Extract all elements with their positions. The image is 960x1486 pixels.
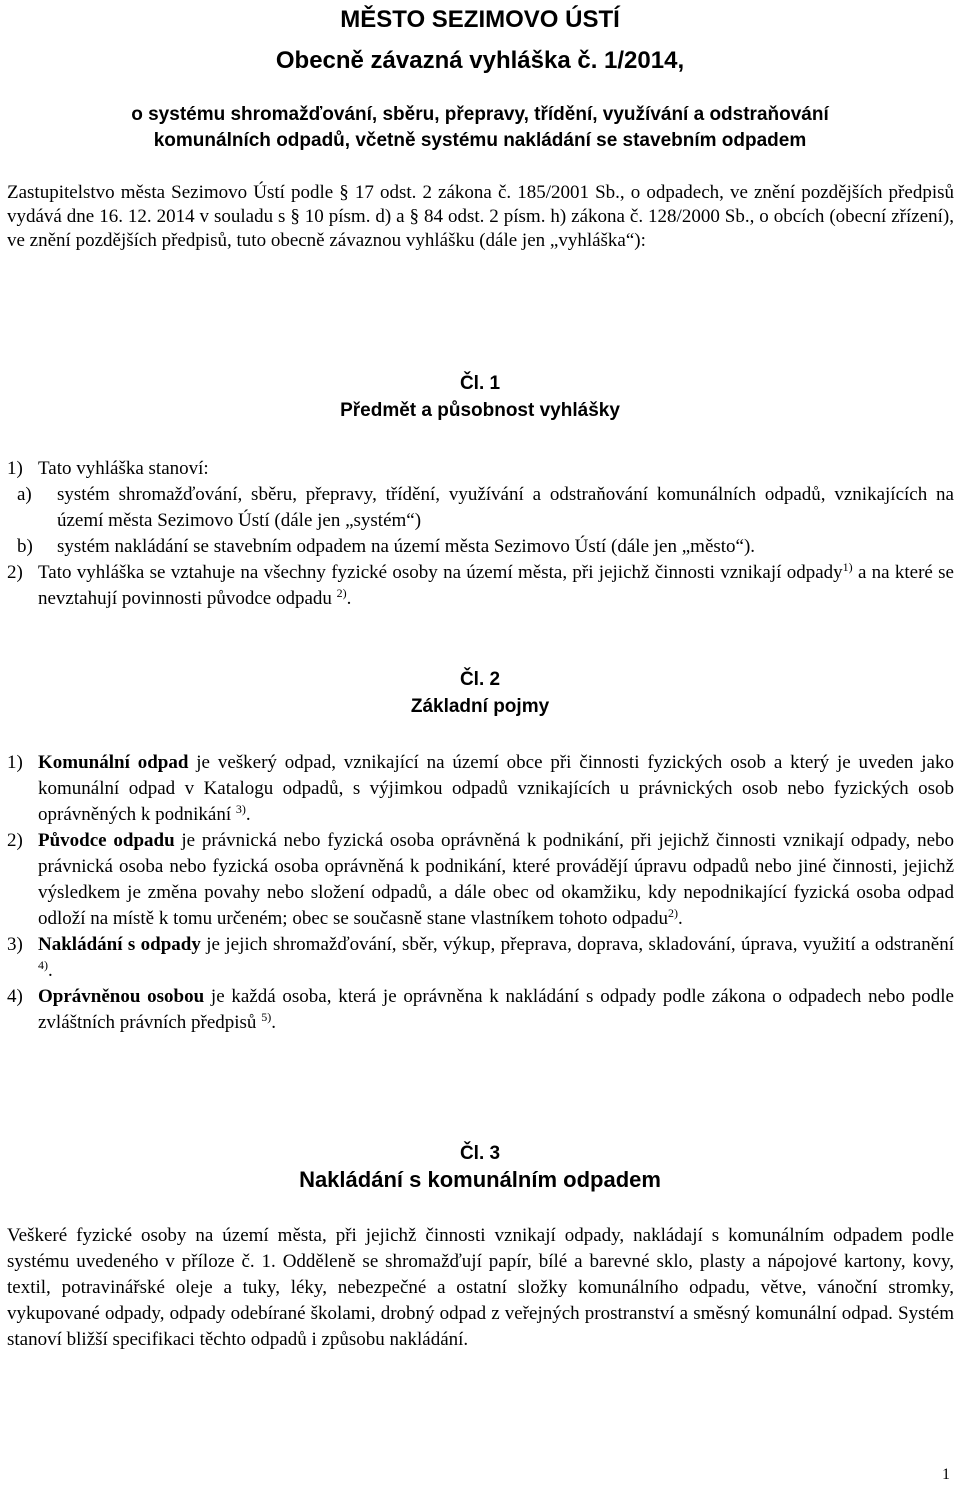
item-number: 1) xyxy=(7,458,23,479)
sub-item-letter: b) xyxy=(17,536,33,557)
sub-item-text: systém nakládání se stavebním odpadem na území města Sezimovo Ústí (dále jen „město“). xyxy=(57,536,756,557)
footnote-ref: 2) xyxy=(668,906,679,920)
definition-item xyxy=(7,984,954,1036)
footnote-ref: 5) xyxy=(261,1010,272,1024)
item-number: 4) xyxy=(7,986,23,1007)
article-2-body xyxy=(7,750,954,1036)
definition-text: . xyxy=(678,908,683,929)
list-item xyxy=(7,560,954,612)
intro-paragraph: Zastupitelstvo města Sezimovo Ústí podle § 17 odst. 2 zákona č. 185/2001 Sb., o odpadech, ve znění pozdějších předpisů vydává dne 16. 12. 2014 v souladu s § 10 písm. d) a § 84 odst. 2 písm. h) zákona č. 128/2000 Sb., o obcích (obecní zřízení), ve znění pozdějších předpisů, tuto obecně závaznou vyhlášku (dále jen „vyhláška“): xyxy=(7,182,954,251)
article-3-paragraph: Veškeré fyzické osoby na území města, při jejichž činnosti vznikají odpady, nakládají s komunálním odpadem podle systému uvedeného v příloze č. 1. Odděleně se shromažďují papír, bílé a barevné sklo, plasty a nápojové kartony, kovy, textil, potravinářské oleje a tuky, léky, nebezpečné a ostatní složky komunálního odpadu, větve, vánoční stromky, vykupované odpady, odpady odebírané školami, drobný odpad z veřejných prostranství a směsný komunální odpad. Systém stanoví bližší specifikaci těchto odpadů i způsobu nakládání. xyxy=(7,1225,954,1350)
decree-subject xyxy=(0,102,960,154)
item-text: a na které se nevztahují povinnosti původce odpadu xyxy=(38,562,954,609)
defined-term: Oprávněnou osobou xyxy=(38,986,205,1007)
subject-line: komunálních odpadů, včetně systému nakládání se stavebním odpadem xyxy=(153,130,807,151)
article-1-number: Čl. 1 xyxy=(459,373,501,394)
footnote-ref: 1) xyxy=(842,560,853,574)
footnote-ref: 2) xyxy=(336,586,347,600)
subject-line: o systému shromažďování, sběru, přepravy, třídění, využívání a odstraňování xyxy=(131,104,829,125)
article-3-title: Nakládání s komunálním odpadem xyxy=(299,1167,661,1192)
definition-text: je každá osoba, která je oprávněna k nakládání s odpady podle zákona o odpadech nebo podle zvláštních právních předpisů xyxy=(38,986,954,1033)
item-text: Tato vyhláška stanoví: xyxy=(38,458,209,479)
item-number: 2) xyxy=(7,830,23,851)
defined-term: Komunální odpad xyxy=(38,752,189,773)
definition-item xyxy=(7,828,954,932)
definition-text: je právnická nebo fyzická osoba oprávněná k podnikání, při jejichž činnosti vznikají odpady, nebo právnická osoba nebo fyzická osoba oprávněná k podnikání, které provádějí úpravu odpadů nebo jiné činnosti, jejichž výsledkem je změna povahy nebo složení odpadů, a dále obec od okamžiku, kdy nepodnikající fyzická osoba odpad odloží na místě k tomu určeném; obec se současně stane vlastníkem tohoto odpadu xyxy=(38,830,954,929)
article-1-body xyxy=(7,456,954,612)
sub-item-a xyxy=(17,482,954,534)
definition-text: . xyxy=(48,960,53,981)
article-3-number: Čl. 3 xyxy=(459,1143,501,1164)
page-number: 1 xyxy=(942,1466,950,1483)
definition-item xyxy=(7,932,954,984)
footnote-ref: 4) xyxy=(38,958,48,972)
sub-item-text: systém shromažďování, sběru, přepravy, třídění, využívání a odstraňování komunálních odpadů, vznikajících na území města Sezimovo Ústí (dále jen „systém“) xyxy=(57,484,954,531)
definition-item xyxy=(7,750,954,828)
item-number: 3) xyxy=(7,934,23,955)
sub-item-letter: a) xyxy=(17,484,32,505)
definition-text: je veškerý odpad, vznikající na území obce při činnosti fyzických osob a který je uveden jako komunální odpad v Katalogu odpadů, s výjimkou odpadů vznikajících u právnických osob nebo fyzických osob oprávněných k podnikání xyxy=(38,752,954,825)
definition-text: . xyxy=(245,804,251,825)
list-item xyxy=(7,456,954,482)
article-2-number: Čl. 2 xyxy=(459,669,501,690)
city-heading: MĚSTO SEZIMOVO ÚSTÍ xyxy=(340,6,620,33)
footnote-ref: 3) xyxy=(235,802,246,816)
decree-title: Obecně závazná vyhláška č. 1/2014, xyxy=(275,47,685,74)
definition-text: . xyxy=(271,1012,276,1033)
item-number: 1) xyxy=(7,752,23,773)
defined-term: Původce odpadu xyxy=(38,830,175,851)
defined-term: Nakládání s odpady xyxy=(38,934,201,955)
article-2-title: Základní pojmy xyxy=(410,696,550,717)
article-1-title: Předmět a působnost vyhlášky xyxy=(340,400,620,421)
item-text: Tato vyhláška se vztahuje na všechny fyzické osoby na území města, při jejichž činnosti vznikají odpady xyxy=(38,562,843,583)
definition-text: je jejich shromažďování, sběr, výkup, přeprava, doprava, skladování, úprava, využití a odstranění xyxy=(200,934,954,955)
sub-item-b xyxy=(17,534,954,560)
item-text: . xyxy=(346,588,352,609)
item-number: 2) xyxy=(7,562,23,583)
